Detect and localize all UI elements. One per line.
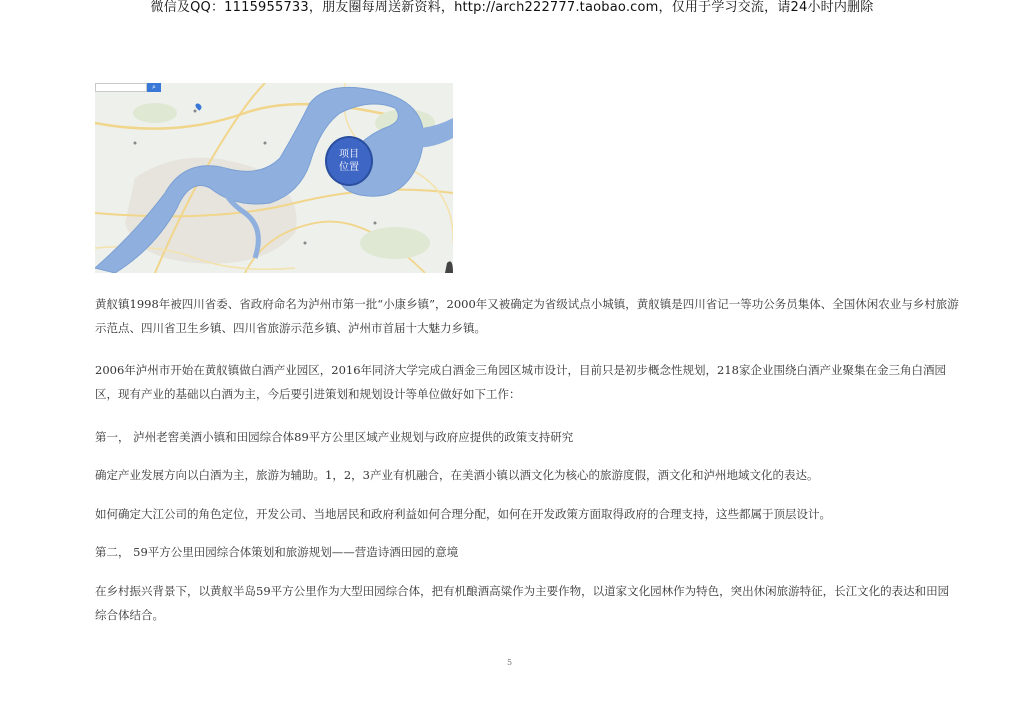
section-heading-1: 第一， 泸州老窖美酒小镇和田园综合体89平方公里区域产业规划与政府应提供的政策支持研究 [95, 430, 574, 444]
marker-label-line1: 项目 [339, 149, 359, 160]
paragraph-5: 在乡村振兴背景下，以黄舣半岛59平方公里作为大型田园综合体，把有机酿酒高粱作为主要作物，以道家文化园林作为特色，突出休闲旅游特征，长江文化的表达和田园综合体结合。 [95, 584, 950, 622]
map-search-button[interactable] [147, 83, 161, 92]
project-location-marker[interactable] [325, 136, 373, 186]
section-heading-2: 第二， 59平方公里田园综合体策划和旅游规划——营造诗酒田园的意境 [95, 545, 459, 559]
paragraph-1: 黄舣镇1998年被四川省委、省政府命名为泸州市第一批“小康乡镇”，2000年又被确定为省级试点小城镇，黄舣镇是四川省记一等功公务员集体、全国休闲农业与乡村旅游示范点、四川省卫生乡镇、四川省旅游示范乡镇、泸州市首届十大魅力乡镇。 [95, 297, 959, 335]
search-icon: ⌕ [152, 83, 156, 91]
page-number: 5 [507, 658, 513, 667]
map-canvas [95, 83, 453, 273]
marker-label-line2: 位置 [339, 162, 359, 173]
paragraph-3: 确定产业发展方向以白酒为主，旅游为辅助。1，2，3产业有机融合，在美酒小镇以酒文化为核心的旅游度假，酒文化和泸州地域文化的表达。 [95, 468, 819, 482]
watermark-header: 微信及QQ：1115955733，朋友圈每周送新资料，http://arch222777.taobao.com，仅用于学习交流，请24小时内删除 [150, 0, 874, 15]
location-map[interactable] [95, 83, 453, 273]
paragraph-4: 如何确定大江公司的角色定位，开发公司、当地居民和政府利益如何合理分配，如何在开发政策方面取得政府的合理支持，这些都属于顶层设计。 [95, 507, 831, 521]
paragraph-2: 2006年泸州市开始在黄舣镇做白酒产业园区，2016年同济大学完成白酒金三角园区城市设计，目前只是初步概念性规划，218家企业围绕白酒产业聚集在金三角白酒园区，现有产业的基础以白酒为主，今后要引进策划和规划设计等单位做好如下工作： [95, 363, 946, 401]
map-search-input[interactable] [95, 83, 147, 92]
